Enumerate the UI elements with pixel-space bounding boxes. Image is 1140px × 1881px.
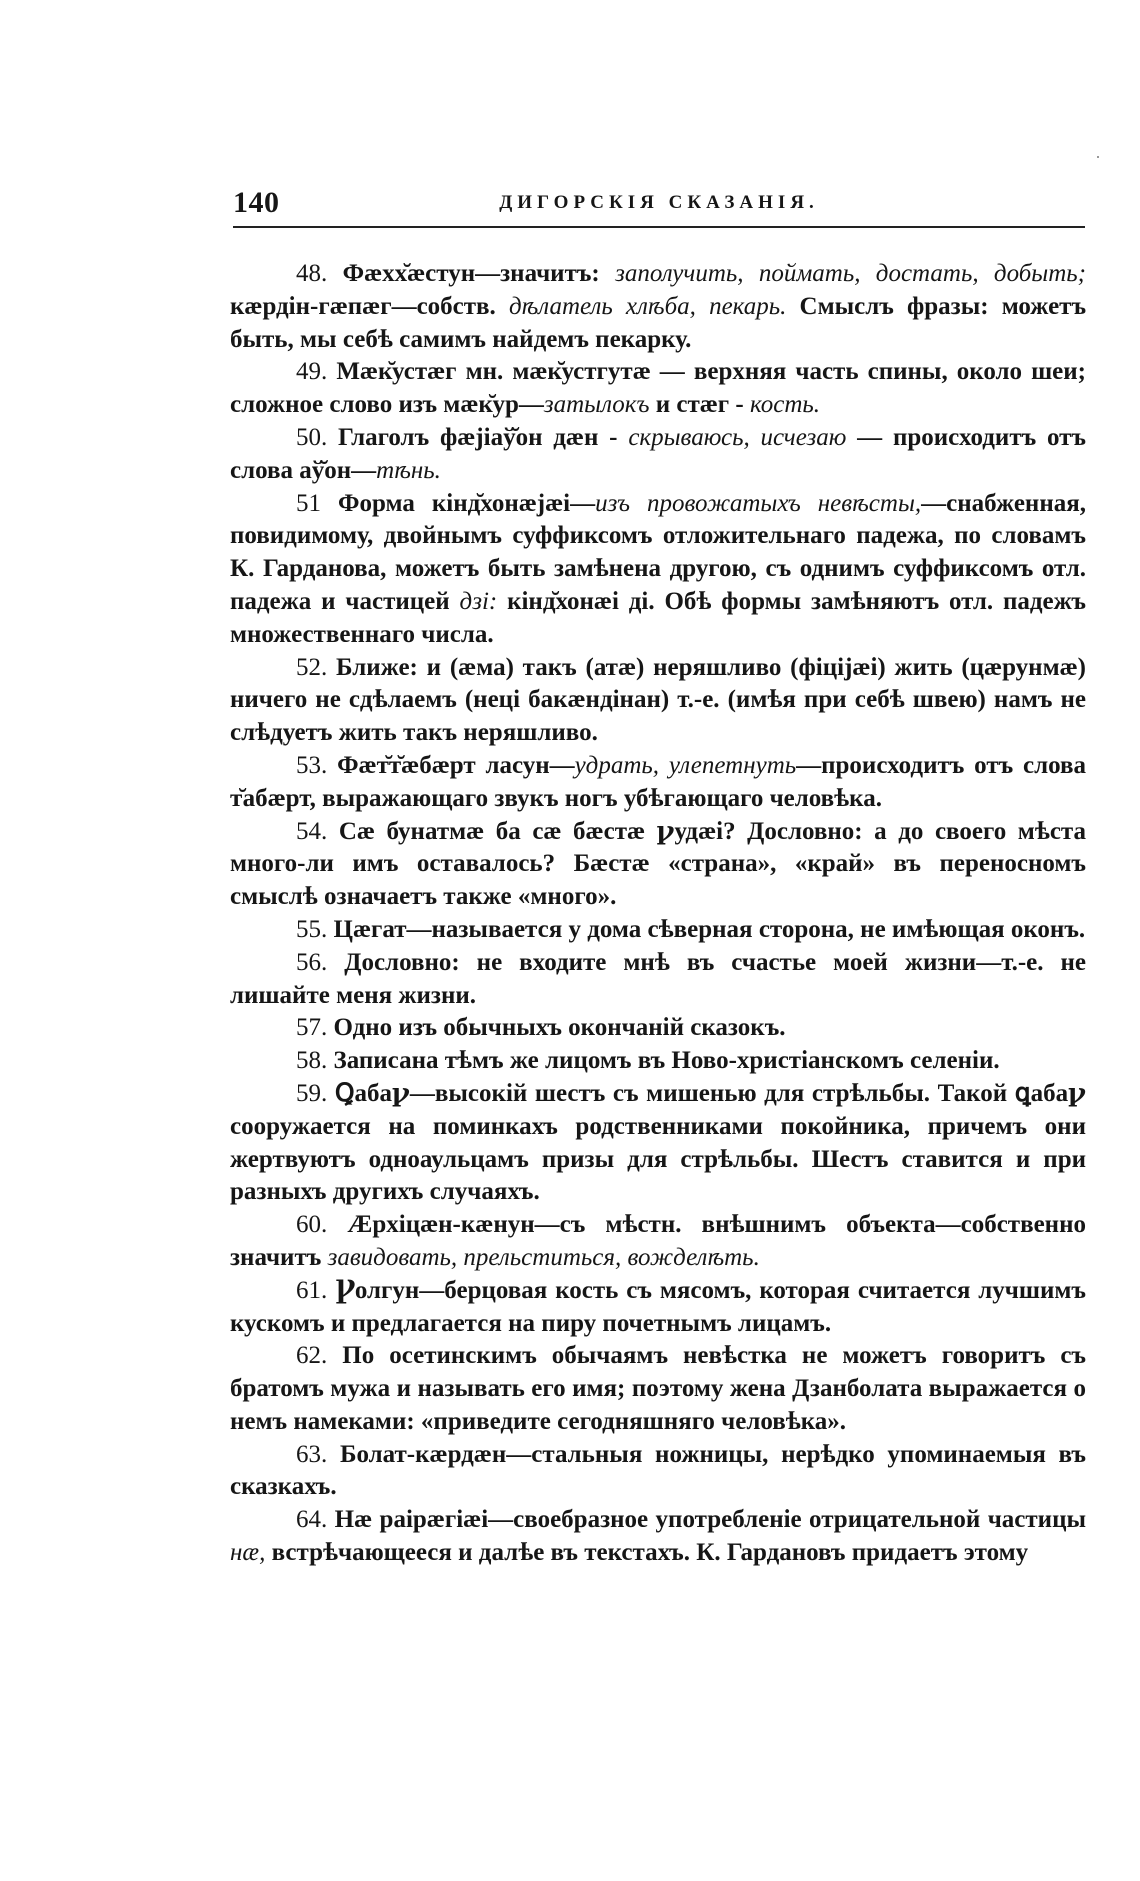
note xyxy=(230,488,1086,652)
note xyxy=(230,1340,1086,1438)
note-italic-text: нæ, xyxy=(230,1539,266,1567)
note-number: 50. xyxy=(296,423,328,451)
note-number: 56. xyxy=(296,948,328,976)
note-italic-text: изъ провожатыхъ невѣсты, xyxy=(595,489,922,517)
note xyxy=(230,947,1086,1013)
note-text: и стæг - xyxy=(649,391,750,419)
note xyxy=(230,914,1086,947)
note-text: Болат-кæрдæн—стальныя ножницы, нерѣдко упоминаемыя въ сказкахъ. xyxy=(230,1440,1086,1501)
note-number: 60. xyxy=(296,1211,328,1239)
note-text: Ꝗабаꝩ—высокій шестъ съ мишенью для стрѣльбы. Такой ꝗабаꝩ сооружается на поминкахъ родственниками покойника, причемъ они жертвуютъ одноаульцамъ призы для стрѣльбы. Шестъ ставится и при разныхъ другихъ случаяхъ. xyxy=(230,1079,1086,1206)
note-number: 52. xyxy=(296,653,328,681)
note-number: 57. xyxy=(296,1014,328,1042)
note-text: Форма кінд̆хонæjæi— xyxy=(338,489,596,517)
note-number: 48. xyxy=(296,260,328,287)
note xyxy=(230,1078,1086,1209)
note-italic-text: удрать, улепетнуть xyxy=(574,751,797,779)
note-number: 53. xyxy=(296,751,328,779)
margin-mark xyxy=(1097,156,1099,158)
note xyxy=(230,652,1086,750)
note xyxy=(230,816,1086,914)
note-text: Записана тѣмъ же лицомъ въ Ново-христіанскомъ селеніи. xyxy=(333,1047,1000,1075)
note xyxy=(230,356,1086,422)
note-number: 58. xyxy=(296,1047,328,1075)
note-number: 63. xyxy=(296,1440,328,1468)
note-text: —происходитъ отъ слова т̆абæрт, выражающаго звукъ ногъ убѣгающаго человѣка. xyxy=(230,751,1087,812)
note-text: Фæт̆т̆æбæрт ласун— xyxy=(337,751,575,779)
note-italic-text: заполучить, поймать, достать, добыть; xyxy=(615,260,1086,287)
note xyxy=(230,1045,1086,1078)
note-number: 64. xyxy=(296,1506,328,1534)
note-text: Глаголъ фæjiаў̆он дæн - xyxy=(338,423,629,451)
note-text: встрѣчающееся и далѣе въ текстахъ. К. Гардановъ придаетъ этому xyxy=(265,1539,1029,1567)
note-text: Мæк̆устæг мн. мæк̆устгутæ — верхняя часть спины, около шеи; сложное слово изъ мæк̆ур— xyxy=(230,358,1087,419)
note-italic-text: кость. xyxy=(749,391,821,419)
note xyxy=(230,1209,1086,1275)
note-text: — происходитъ отъ слова аў̆он— xyxy=(230,423,1086,484)
note xyxy=(230,750,1086,816)
note xyxy=(230,258,1086,356)
note-italic-text: затылокъ xyxy=(543,391,650,419)
note-text: По осетинскимъ обычаямъ невѣстка не можетъ говоритъ съ братомъ мужа и называть его имя; поэтому жена Дзанболата выражается о немъ намеками: «приведите сегодняшняго человѣка». xyxy=(230,1342,1087,1435)
note-number: 54. xyxy=(296,817,328,845)
note-text: Нæ раiрæгiæi—своебразное употребленіе отрицательной частицы xyxy=(334,1506,1086,1534)
note-text: Смыслъ фразы: можетъ быть, мы себѣ самимъ найдемъ пекарку. xyxy=(230,292,1087,353)
note-number: 49. xyxy=(296,358,328,386)
note-text: Ꝩолгун—берцовая кость съ мясомъ, которая считается лучшимъ кускомъ и предлагается на пиру почетнымъ лицамъ. xyxy=(230,1276,1086,1337)
note-italic-text: дѣлатель хлѣба, пекарь. xyxy=(508,292,787,320)
note-text: Æрхiцæн-кæнун—съ мѣстн. внѣшнимъ объекта—собственно значитъ xyxy=(230,1211,1086,1271)
note-text: Сæ бунатмæ ба сæ бæстæ ꝩудæі? Дословно: а до своего мѣста много-ли имъ оставалось? Бæстæ «страна», «край» въ переносномъ смыслѣ означаетъ также «много». xyxy=(230,817,1087,911)
note-text: кæрдін-гæпæг—собств. xyxy=(230,292,509,320)
header-rule xyxy=(233,226,1085,228)
page-number: 140 xyxy=(233,186,280,219)
note-number: 55. xyxy=(296,915,328,943)
running-title: ДИГОРСКІЯ СКАЗАНІЯ. xyxy=(499,192,819,213)
note-text: Фæхх̆æстун—значитъ: xyxy=(342,260,616,287)
notes-body xyxy=(230,258,1086,1570)
note-number: 61. xyxy=(296,1276,328,1304)
note-number: 51 xyxy=(296,489,321,517)
note xyxy=(230,422,1086,488)
note-text: кінд̆хонæі дi. Обѣ формы замѣняютъ отл. падежъ множественнаго числа. xyxy=(230,587,1086,648)
note xyxy=(230,1012,1086,1045)
note xyxy=(230,1504,1086,1570)
note-text: Цæгат—называется у дома сѣверная сторона, не имѣющая оконъ. xyxy=(333,915,1086,943)
note xyxy=(230,1275,1086,1341)
note xyxy=(230,1439,1086,1505)
note-italic-text: тѣнь. xyxy=(376,456,441,484)
note-italic-text: дзі: xyxy=(459,587,498,615)
note-number: 62. xyxy=(296,1342,328,1370)
note-italic-text: завидовать, прельститься, вожделѣть. xyxy=(327,1243,760,1271)
page-header xyxy=(233,186,1085,226)
note-italic-text: скрываюсь, исчезаю xyxy=(628,423,847,451)
note-text: —снабженная, повидимому, двойнымъ суффиксомъ отложительнаго падежа, по словамъ К. Гарданова, можетъ быть замѣнена другою, съ однимъ суффиксомъ отл. падежа и частицей xyxy=(230,489,1086,615)
note-number: 59. xyxy=(296,1079,328,1107)
note-text: Одно изъ обычныхъ окончаній сказокъ. xyxy=(333,1014,786,1042)
note-text: Дословно: не входите мнѣ въ счастье моей жизни—т.-е. не лишайте меня жизни. xyxy=(230,948,1087,1009)
note-text: Ближе: и (æма) такъ (атæ) неряшливо (фiцiјæі) жить (цæрунмæ) ничего не сдѣлаемъ (нецi бакæндiнан) т.-е. (имѣя при себѣ швею) намъ не слѣдуетъ жить такъ неряшливо. xyxy=(230,653,1086,747)
